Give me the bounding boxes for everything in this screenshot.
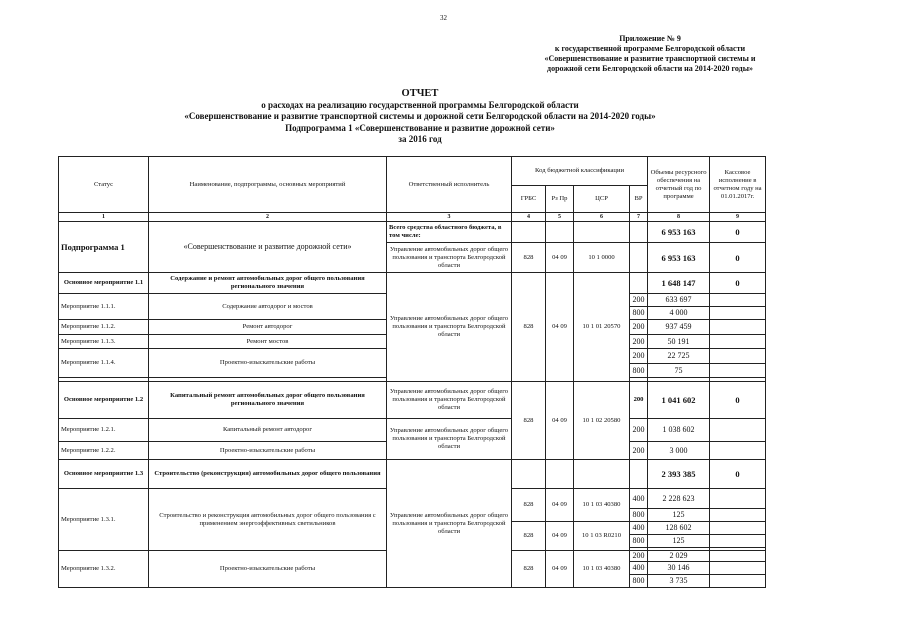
om12-rzpr: 04 09: [546, 382, 574, 460]
m114-name: Проектно-изыскательские работы: [149, 349, 387, 378]
m121-vr: 200: [630, 419, 648, 442]
m111-volume-2: 4 000: [648, 307, 710, 320]
om12-csr: 10 1 02 20580: [574, 382, 630, 460]
om11-csr: 10 1 01 20570: [574, 273, 630, 382]
header-vr: ВР: [630, 186, 648, 213]
subprogram-grbs: 828: [512, 243, 546, 273]
m121-status: Мероприятие 1.2.1.: [59, 419, 149, 442]
m122-vr: 200: [630, 442, 648, 460]
appendix-line: «Совершенствование и развитие транспортной системы и: [544, 54, 756, 63]
m131-volume-3: 128 602: [648, 522, 710, 535]
appendix-header: [520, 34, 780, 74]
m132-rzpr: 04 09: [546, 551, 574, 588]
subprogram-status: Подпрограмма 1: [59, 222, 149, 273]
column-number: 2: [149, 213, 387, 222]
header-code-group: Код бюджетной классификации: [512, 157, 648, 186]
report-table: [58, 156, 766, 588]
subprogram-name: «Совершенствование и развитие дорожной сети»: [149, 222, 387, 273]
title-line: о расходах на реализацию государственной программы Белгородской области: [261, 99, 579, 110]
om12-volume: 1 041 602: [648, 382, 710, 419]
om13-status: Основное мероприятие 1.3: [59, 460, 149, 489]
m132-volume-1: 2 029: [648, 551, 710, 562]
column-number: 3: [387, 213, 512, 222]
subprogram-total-cash: 0: [710, 222, 766, 243]
m113-name: Ремонт мостов: [149, 335, 387, 349]
column-number: 5: [546, 213, 574, 222]
header-name: Наименование, подпрограммы, основных мероприятий: [149, 157, 387, 213]
subprogram-executor: Управление автомобильных дорог общего пользования и транспорта Белгородской области: [387, 243, 512, 273]
om12-name: Капитальный ремонт автомобильных дорог общего пользования регионального значения: [149, 382, 387, 419]
m111-vr-2: 800: [630, 307, 648, 320]
m114-status: Мероприятие 1.1.4.: [59, 349, 149, 378]
m112-status: Мероприятие 1.1.2.: [59, 320, 149, 335]
subprogram-total-label: Всего средства областного бюджета, в том числе:: [387, 222, 512, 243]
om11-cash: 0: [710, 273, 766, 294]
m112-volume: 937 459: [648, 320, 710, 335]
om11-grbs: 828: [512, 273, 546, 382]
title-line: Подпрограмма 1 «Совершенствование и развитие дорожной сети»: [285, 122, 555, 133]
subprogram-dept-volume: 6 953 163: [648, 243, 710, 273]
m112-vr: 200: [630, 320, 648, 335]
om11-name: Содержание и ремонт автомобильных дорог общего пользования регионального значения: [149, 273, 387, 294]
m131-vr-1: 400: [630, 489, 648, 509]
column-number: 4: [512, 213, 546, 222]
subprogram-rzpr: 04 09: [546, 243, 574, 273]
column-number: 7: [630, 213, 648, 222]
m131-vr-3: 400: [630, 522, 648, 535]
m114-volume-1: 22 725: [648, 349, 710, 364]
m131-grbs-2: 828: [512, 522, 546, 551]
m111-name: Содержание автодорог и мостов: [149, 294, 387, 320]
m112-name: Ремонт автодорог: [149, 320, 387, 335]
m131-volume-4: 125: [648, 535, 710, 548]
om12-cash: 0: [710, 382, 766, 419]
om12-grbs: 828: [512, 382, 546, 460]
m131-volume-1: 2 228 623: [648, 489, 710, 509]
m132-vr-3: 800: [630, 575, 648, 588]
om11-status: Основное мероприятие 1.1: [59, 273, 149, 294]
m132-vr-1: 200: [630, 551, 648, 562]
om11-volume: 1 648 147: [648, 273, 710, 294]
m131-csr-1: 10 1 03 40380: [574, 489, 630, 522]
m121-volume: 1 038 602: [648, 419, 710, 442]
om13-executor: Управление автомобильных дорог общего пользования и транспорта Белгородской области: [387, 460, 512, 588]
appendix-line: к государственной программе Белгородской области: [554, 44, 746, 53]
subprogram-dept-cash: 0: [710, 243, 766, 273]
column-number: 6: [574, 213, 630, 222]
m131-status: Мероприятие 1.3.1.: [59, 489, 149, 551]
m132-volume-3: 3 735: [648, 575, 710, 588]
om13-cash: 0: [710, 460, 766, 489]
m111-vr-1: 200: [630, 294, 648, 307]
m111-volume-1: 633 697: [648, 294, 710, 307]
om13-name: Строительство (реконструкция) автомобильных дорог общего пользования: [149, 460, 387, 489]
m114-volume-2: 75: [648, 364, 710, 378]
om12-executor-2: Управление автомобильных дорог общего пользования и транспорта Белгородской области: [387, 419, 512, 460]
m122-volume: 3 000: [648, 442, 710, 460]
header-csr: ЦСР: [574, 186, 630, 213]
header-status: Статус: [59, 157, 149, 213]
m122-name: Проектно-изыскательские работы: [149, 442, 387, 460]
title-line: «Совершенствование и развитие транспортной системы и дорожной сети Белгородской области на 2014-2020 годы»: [184, 111, 656, 121]
m114-vr-1: 200: [630, 349, 648, 364]
m132-volume-2: 30 146: [648, 562, 710, 575]
m132-status: Мероприятие 1.3.2.: [59, 551, 149, 588]
m121-name: Капитальный ремонт автодорог: [149, 419, 387, 442]
om12-vr: 200: [630, 382, 648, 419]
m132-csr: 10 1 03 40380: [574, 551, 630, 588]
m131-volume-2: 125: [648, 509, 710, 522]
m131-name: Строительство и реконструкция автомобильных дорог общего пользования с применением энергоэффективных светильников: [149, 489, 387, 551]
header-cash: Кассовое исполнение в отчетном году на 01.01.2017г.: [710, 157, 766, 213]
m132-grbs: 828: [512, 551, 546, 588]
m131-rzpr-1: 04 09: [546, 489, 574, 522]
om13-volume: 2 393 385: [648, 460, 710, 489]
m132-name: Проектно-изыскательские работы: [149, 551, 387, 588]
appendix-line: дорожной сети Белгородской области на 2014-2020 годы»: [547, 64, 753, 73]
column-number: 8: [648, 213, 710, 222]
m114-vr-2: 800: [630, 364, 648, 378]
header-executor: Ответственный исполнитель: [387, 157, 512, 213]
m113-status: Мероприятие 1.1.3.: [59, 335, 149, 349]
column-number: 9: [710, 213, 766, 222]
header-rzpr: Рз Пр: [546, 186, 574, 213]
m113-volume: 50 191: [648, 335, 710, 349]
header-grbs: ГРБС: [512, 186, 546, 213]
om12-status: Основное мероприятие 1.2: [59, 382, 149, 419]
title-line: за 2016 год: [398, 134, 442, 144]
m132-vr-2: 400: [630, 562, 648, 575]
om11-rzpr: 04 09: [546, 273, 574, 382]
subprogram-csr: 10 1 0000: [574, 243, 630, 273]
page-number: 32: [440, 14, 447, 22]
m131-csr-2: 10 1 03 R0210: [574, 522, 630, 551]
appendix-line: Приложение № 9: [619, 34, 681, 43]
title-line: ОТЧЕТ: [401, 88, 439, 99]
m131-rzpr-2: 04 09: [546, 522, 574, 551]
m131-vr-2: 800: [630, 509, 648, 522]
m131-grbs-1: 828: [512, 489, 546, 522]
m113-vr: 200: [630, 335, 648, 349]
om12-executor: Управление автомобильных дорог общего пользования и транспорта Белгородской области: [387, 382, 512, 419]
om11-executor: Управление автомобильных дорог общего пользования и транспорта Белгородской области: [387, 273, 512, 382]
report-title: [150, 88, 690, 146]
m122-status: Мероприятие 1.2.2.: [59, 442, 149, 460]
column-number: 1: [59, 213, 149, 222]
subprogram-total-volume: 6 953 163: [648, 222, 710, 243]
header-volume: Объемы ресурсного обеспечения на отчетный год по программе: [648, 157, 710, 213]
m111-status: Мероприятие 1.1.1.: [59, 294, 149, 320]
m131-vr-4: 800: [630, 535, 648, 548]
